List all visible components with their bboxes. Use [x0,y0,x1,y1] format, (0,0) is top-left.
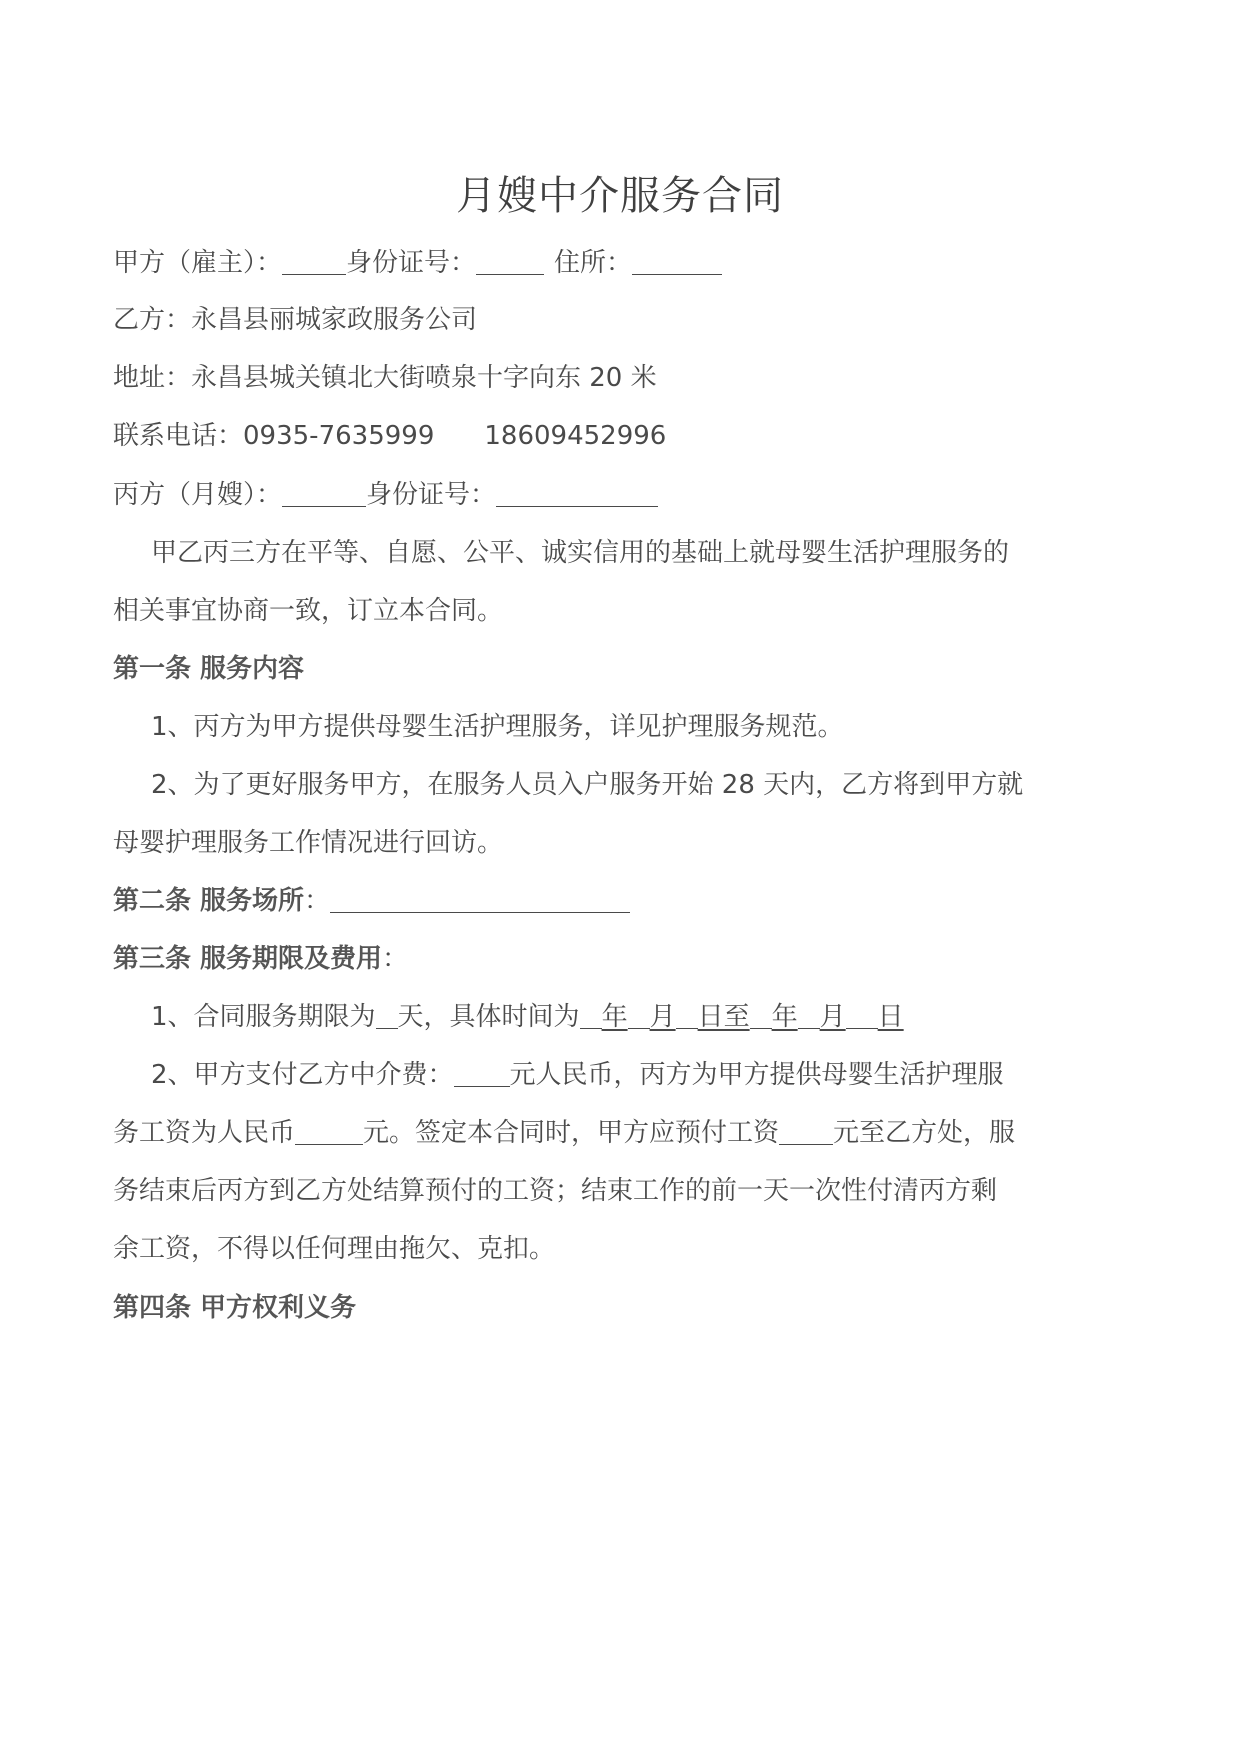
party-c-id-label: 身份证号： [366,480,497,510]
party-a-line [113,243,1133,283]
party-c-label: 丙方（月嫂）： [113,480,283,510]
fee-text-c: 务工资为人民币 [113,1118,296,1148]
article-1-item-2-line-2: 母婴护理服务工作情况进行回访。 [113,828,504,858]
party-c-id-blank [496,476,658,507]
article-2-colon: ： [304,886,331,916]
article-2-heading: 第二条 服务场所 [113,886,305,916]
wage-blank [295,1114,363,1145]
party-c-name-blank [282,476,366,507]
term-month-1: 月 [649,1002,676,1032]
article-3-item-1 [151,997,1171,1037]
term-day-end: 日 [877,1002,904,1032]
party-a-address-label: 住所： [554,248,633,278]
term-text-b: 天，具体时间为 [397,1002,580,1032]
party-a-label: 甲方（雇主）： [113,248,283,278]
party-a-address-blank [632,244,722,275]
article-3-line [113,939,1133,979]
term-year-1: 年 [601,1002,628,1032]
fee-text-a: 2、甲方支付乙方中介费： [151,1060,454,1090]
start-year-blank [580,998,602,1029]
party-c-line [113,475,1133,515]
agency-fee-blank [454,1056,510,1087]
preamble-line-2: 相关事宜协商一致，订立本合同。 [113,596,504,626]
article-1-item-2-line-1: 2、为了更好服务甲方，在服务人员入户服务开始 28 天内，乙方将到甲方就 [151,770,1024,800]
term-month-2: 月 [819,1002,846,1032]
fee-text-d: 元。签定本合同时，甲方应预付工资 [363,1118,780,1148]
phone-label: 联系电话： [113,421,244,451]
article-1-heading: 第一条 服务内容 [113,654,305,684]
term-year-2: 年 [771,1002,798,1032]
party-b-address: 地址：永昌县城关镇北大街喷泉十字向东 20 米 [113,363,657,393]
phone-number-2: 18609452996 [484,421,667,451]
end-year-blank [750,998,772,1029]
end-month-blank [798,998,820,1029]
start-month-blank [628,998,650,1029]
end-day-blank [846,998,878,1029]
party-a-id-label: 身份证号： [346,248,477,278]
article-3-item-2-line-1 [151,1055,1171,1095]
article-3-item-2-line-2 [113,1113,1133,1153]
party-b-line: 乙方：永昌县丽城家政服务公司 [113,305,478,335]
term-text-a: 1、合同服务期限为 [151,1002,376,1032]
party-a-name-blank [282,244,346,275]
phone-number-1: 0935-7635999 [243,421,435,451]
article-4-heading: 第四条 甲方权利义务 [113,1293,357,1323]
term-days-blank [376,998,398,1029]
article-3-item-2-line-3: 务结束后丙方到乙方处结算预付的工资；结束工作的前一天一次性付清丙方剩 [113,1176,998,1206]
term-day-to: 日至 [697,1002,750,1032]
document-title: 月嫂中介服务合同 [456,173,784,219]
article-3-item-2-line-4: 余工资，不得以任何理由拖欠、克扣。 [113,1234,556,1264]
fee-text-b: 元人民币，丙方为甲方提供母婴生活护理服 [509,1060,1004,1090]
party-b-phone-line [113,416,1133,456]
party-a-id-blank [476,244,544,275]
article-1-item-1: 1、丙方为甲方提供母婴生活护理服务，详见护理服务规范。 [151,712,844,742]
fee-text-e: 元至乙方处，服 [833,1118,1016,1148]
article-2-line [113,881,1133,921]
service-location-blank [330,882,630,913]
article-3-colon: ： [382,944,409,974]
start-day-blank [676,998,698,1029]
prepaid-wage-blank [779,1114,833,1145]
preamble-line-1: 甲乙丙三方在平等、自愿、公平、诚实信用的基础上就母婴生活护理服务的 [151,538,1010,568]
article-3-heading: 第三条 服务期限及费用 [113,944,383,974]
